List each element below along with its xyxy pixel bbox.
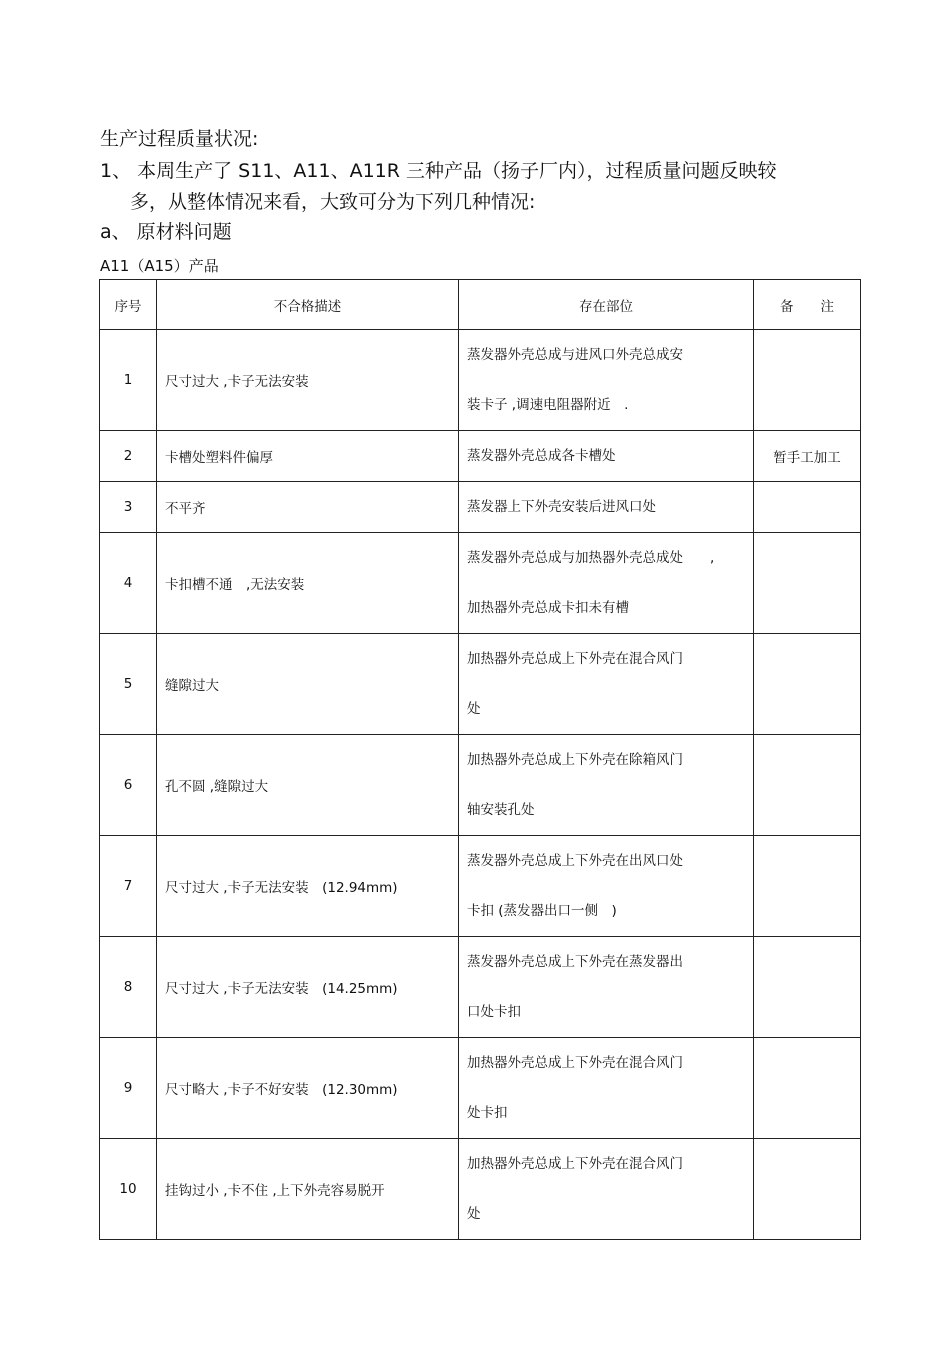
cell-location <box>459 836 754 937</box>
cell-serial: 1 <box>100 330 157 431</box>
cell-serial: 2 <box>100 431 157 482</box>
table-row <box>100 735 861 836</box>
cell-description: 卡槽处塑料件偏厚 <box>157 431 459 482</box>
cell-serial: 4 <box>100 533 157 634</box>
cell-description: 卡扣槽不通 ,无法安装 <box>157 533 459 634</box>
location-line: 加热器外壳总成上下外壳在混合风门 <box>467 1156 683 1172</box>
location-line: 蒸发器外壳总成上下外壳在出风口处 <box>467 853 683 869</box>
cell-remarks <box>754 836 861 937</box>
cell-remarks <box>754 482 861 533</box>
cell-remarks <box>754 330 861 431</box>
cell-description: 尺寸过大 ,卡子无法安装 (12.94mm) <box>157 836 459 937</box>
subsection-heading: a、 原材料问题 <box>100 221 232 243</box>
location-line: 轴安装孔处 <box>467 802 535 818</box>
table-row <box>100 533 861 634</box>
location-line: 处卡扣 <box>467 1105 508 1121</box>
table-body <box>100 330 861 1240</box>
cell-remarks <box>754 1139 861 1240</box>
location-line: 装卡子 ,调速电阻器附近 . <box>467 397 629 413</box>
defect-table <box>99 279 861 1240</box>
location-line: 口处卡扣 <box>467 1004 521 1020</box>
location-line: 卡扣 (蒸发器出口一侧 ) <box>467 903 617 919</box>
location-line: 加热器外壳总成上下外壳在混合风门 <box>467 651 683 667</box>
cell-remarks <box>754 937 861 1038</box>
cell-location <box>459 482 754 533</box>
location-line: 蒸发器上下外壳安装后进风口处 <box>467 499 656 515</box>
table-row <box>100 937 861 1038</box>
table-row <box>100 634 861 735</box>
table-row <box>100 482 861 533</box>
table-row <box>100 1139 861 1240</box>
cell-location <box>459 533 754 634</box>
location-line: 加热器外壳总成卡扣未有槽 <box>467 600 629 616</box>
cell-description: 孔不圆 ,缝隙过大 <box>157 735 459 836</box>
cell-description: 不平齐 <box>157 482 459 533</box>
paragraph-line-1: 1、 本周生产了 S11、A11、A11R 三种产品（扬子厂内），过程质量问题反映较 <box>100 160 777 182</box>
cell-description: 缝隙过大 <box>157 634 459 735</box>
cell-remarks: 暂手工加工 <box>754 431 861 482</box>
cell-serial: 9 <box>100 1038 157 1139</box>
table-caption: A11（A15）产品 <box>100 257 219 275</box>
table-row <box>100 330 861 431</box>
cell-description: 挂钩过小 ,卡不住 ,上下外壳容易脱开 <box>157 1139 459 1240</box>
location-line: 处 <box>467 1206 481 1222</box>
section-heading: 生产过程质量状况: <box>100 128 259 150</box>
table-header-row <box>100 280 861 330</box>
cell-remarks <box>754 1038 861 1139</box>
cell-description: 尺寸过大 ,卡子无法安装 (14.25mm) <box>157 937 459 1038</box>
header-serial: 序号 <box>100 280 157 330</box>
cell-serial: 5 <box>100 634 157 735</box>
cell-location <box>459 937 754 1038</box>
cell-serial: 7 <box>100 836 157 937</box>
paragraph-line-2: 多，从整体情况来看，大致可分为下列几种情况: <box>130 191 536 213</box>
cell-location <box>459 431 754 482</box>
cell-description: 尺寸略大 ,卡子不好安装 (12.30mm) <box>157 1038 459 1139</box>
location-line: 加热器外壳总成上下外壳在混合风门 <box>467 1055 683 1071</box>
location-line: 处 <box>467 701 481 717</box>
header-location: 存在部位 <box>459 280 754 330</box>
table-row <box>100 1038 861 1139</box>
location-line: 蒸发器外壳总成上下外壳在蒸发器出 <box>467 954 683 970</box>
location-line: 加热器外壳总成上下外壳在除箱风门 <box>467 752 683 768</box>
cell-location <box>459 735 754 836</box>
cell-location <box>459 634 754 735</box>
location-line: 蒸发器外壳总成与加热器外壳总成处 , <box>467 550 715 566</box>
cell-serial: 10 <box>100 1139 157 1240</box>
cell-remarks <box>754 735 861 836</box>
table-row <box>100 836 861 937</box>
header-description: 不合格描述 <box>157 280 459 330</box>
table-row <box>100 431 861 482</box>
cell-serial: 3 <box>100 482 157 533</box>
cell-remarks <box>754 533 861 634</box>
cell-remarks <box>754 634 861 735</box>
location-line: 蒸发器外壳总成与进风口外壳总成安 <box>467 347 683 363</box>
location-line: 蒸发器外壳总成各卡槽处 <box>467 448 616 464</box>
cell-serial: 8 <box>100 937 157 1038</box>
cell-description: 尺寸过大 ,卡子无法安装 <box>157 330 459 431</box>
cell-location <box>459 1139 754 1240</box>
cell-serial: 6 <box>100 735 157 836</box>
header-remarks: 备 注 <box>754 280 861 330</box>
cell-location <box>459 330 754 431</box>
cell-location <box>459 1038 754 1139</box>
